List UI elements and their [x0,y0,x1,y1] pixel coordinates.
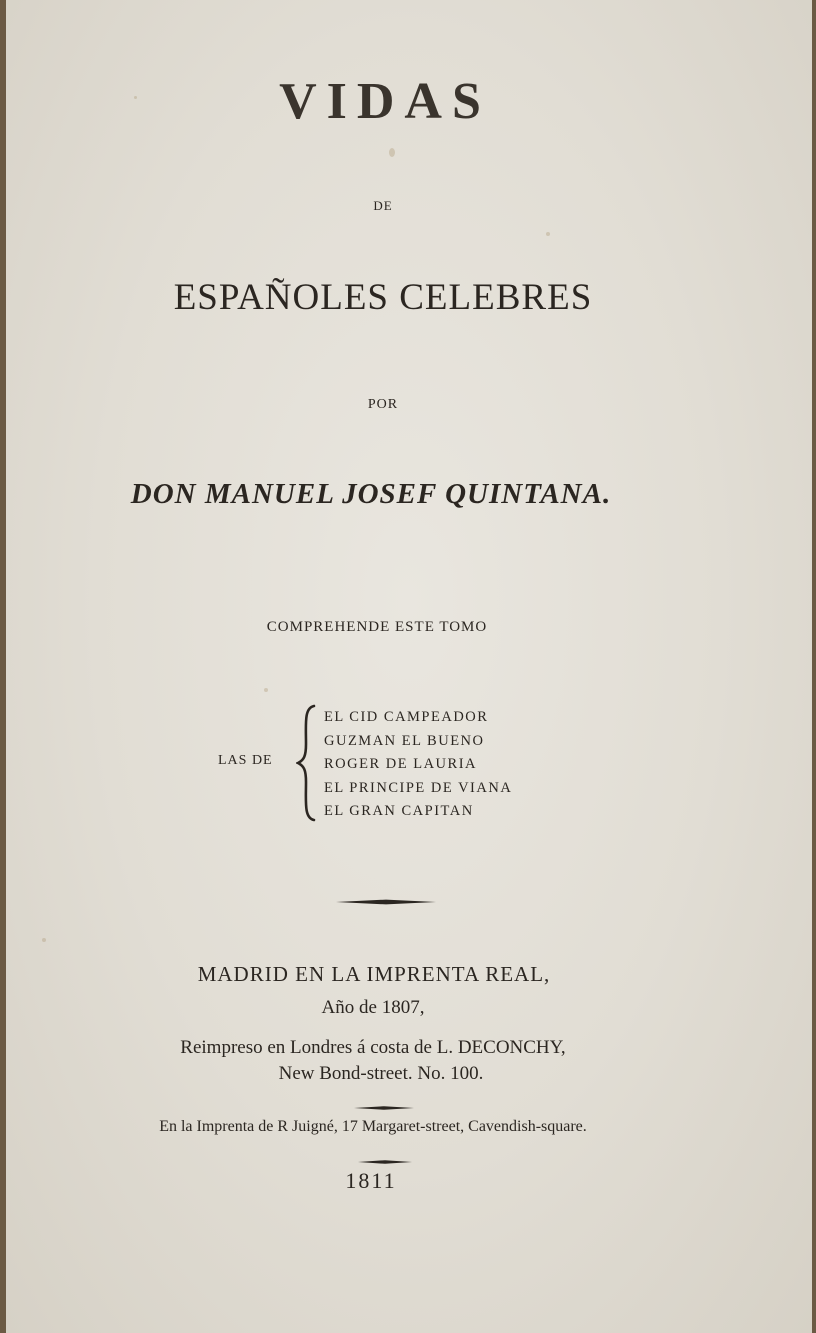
foxing-spot [42,938,46,942]
list-item: EL PRINCIPE DE VIANA [324,779,513,796]
list-item: ROGER DE LAURIA [324,756,477,772]
author-name: DON MANUEL JOSEF QUINTANA. [130,478,612,510]
book-title: VIDAS [279,73,491,130]
list-item: EL GRAN CAPITAN [324,803,474,819]
foxing-spot [546,232,550,236]
contents-intro: COMPREHENDE ESTE TOMO [266,619,488,635]
imprint-year: Año de 1807, [321,997,425,1018]
list-item: GUZMAN EL BUENO [324,732,485,749]
title-connector: DE [373,198,393,213]
ornamental-rule [358,1152,412,1158]
publication-date: 1811 [345,1168,397,1193]
imprint-address: New Bond-street. No. 100. [278,1063,484,1084]
imprint-reprint: Reimpreso en Londres á costa de L. DECONCHY, [180,1037,566,1058]
contents-block [218,706,578,826]
ornamental-rule [336,893,436,901]
foxing-spot [264,688,268,692]
curly-brace-icon [296,704,318,822]
list-item: EL CID CAMPEADOR [324,709,489,725]
contents-prefix: LAS DE [218,753,273,768]
imprint-printer: En la Imprenta de R Juigné, 17 Margaret-street, Cavendish-square. [159,1118,587,1135]
author-connector: POR [367,397,399,412]
book-subtitle: ESPAÑOLES CELEBRES [173,277,593,318]
ornamental-rule [354,1098,414,1104]
foxing-spot [389,148,395,157]
lives-list [324,706,512,824]
title-page [6,0,812,1333]
imprint-publisher: MADRID EN LA IMPRENTA REAL, [197,962,551,986]
